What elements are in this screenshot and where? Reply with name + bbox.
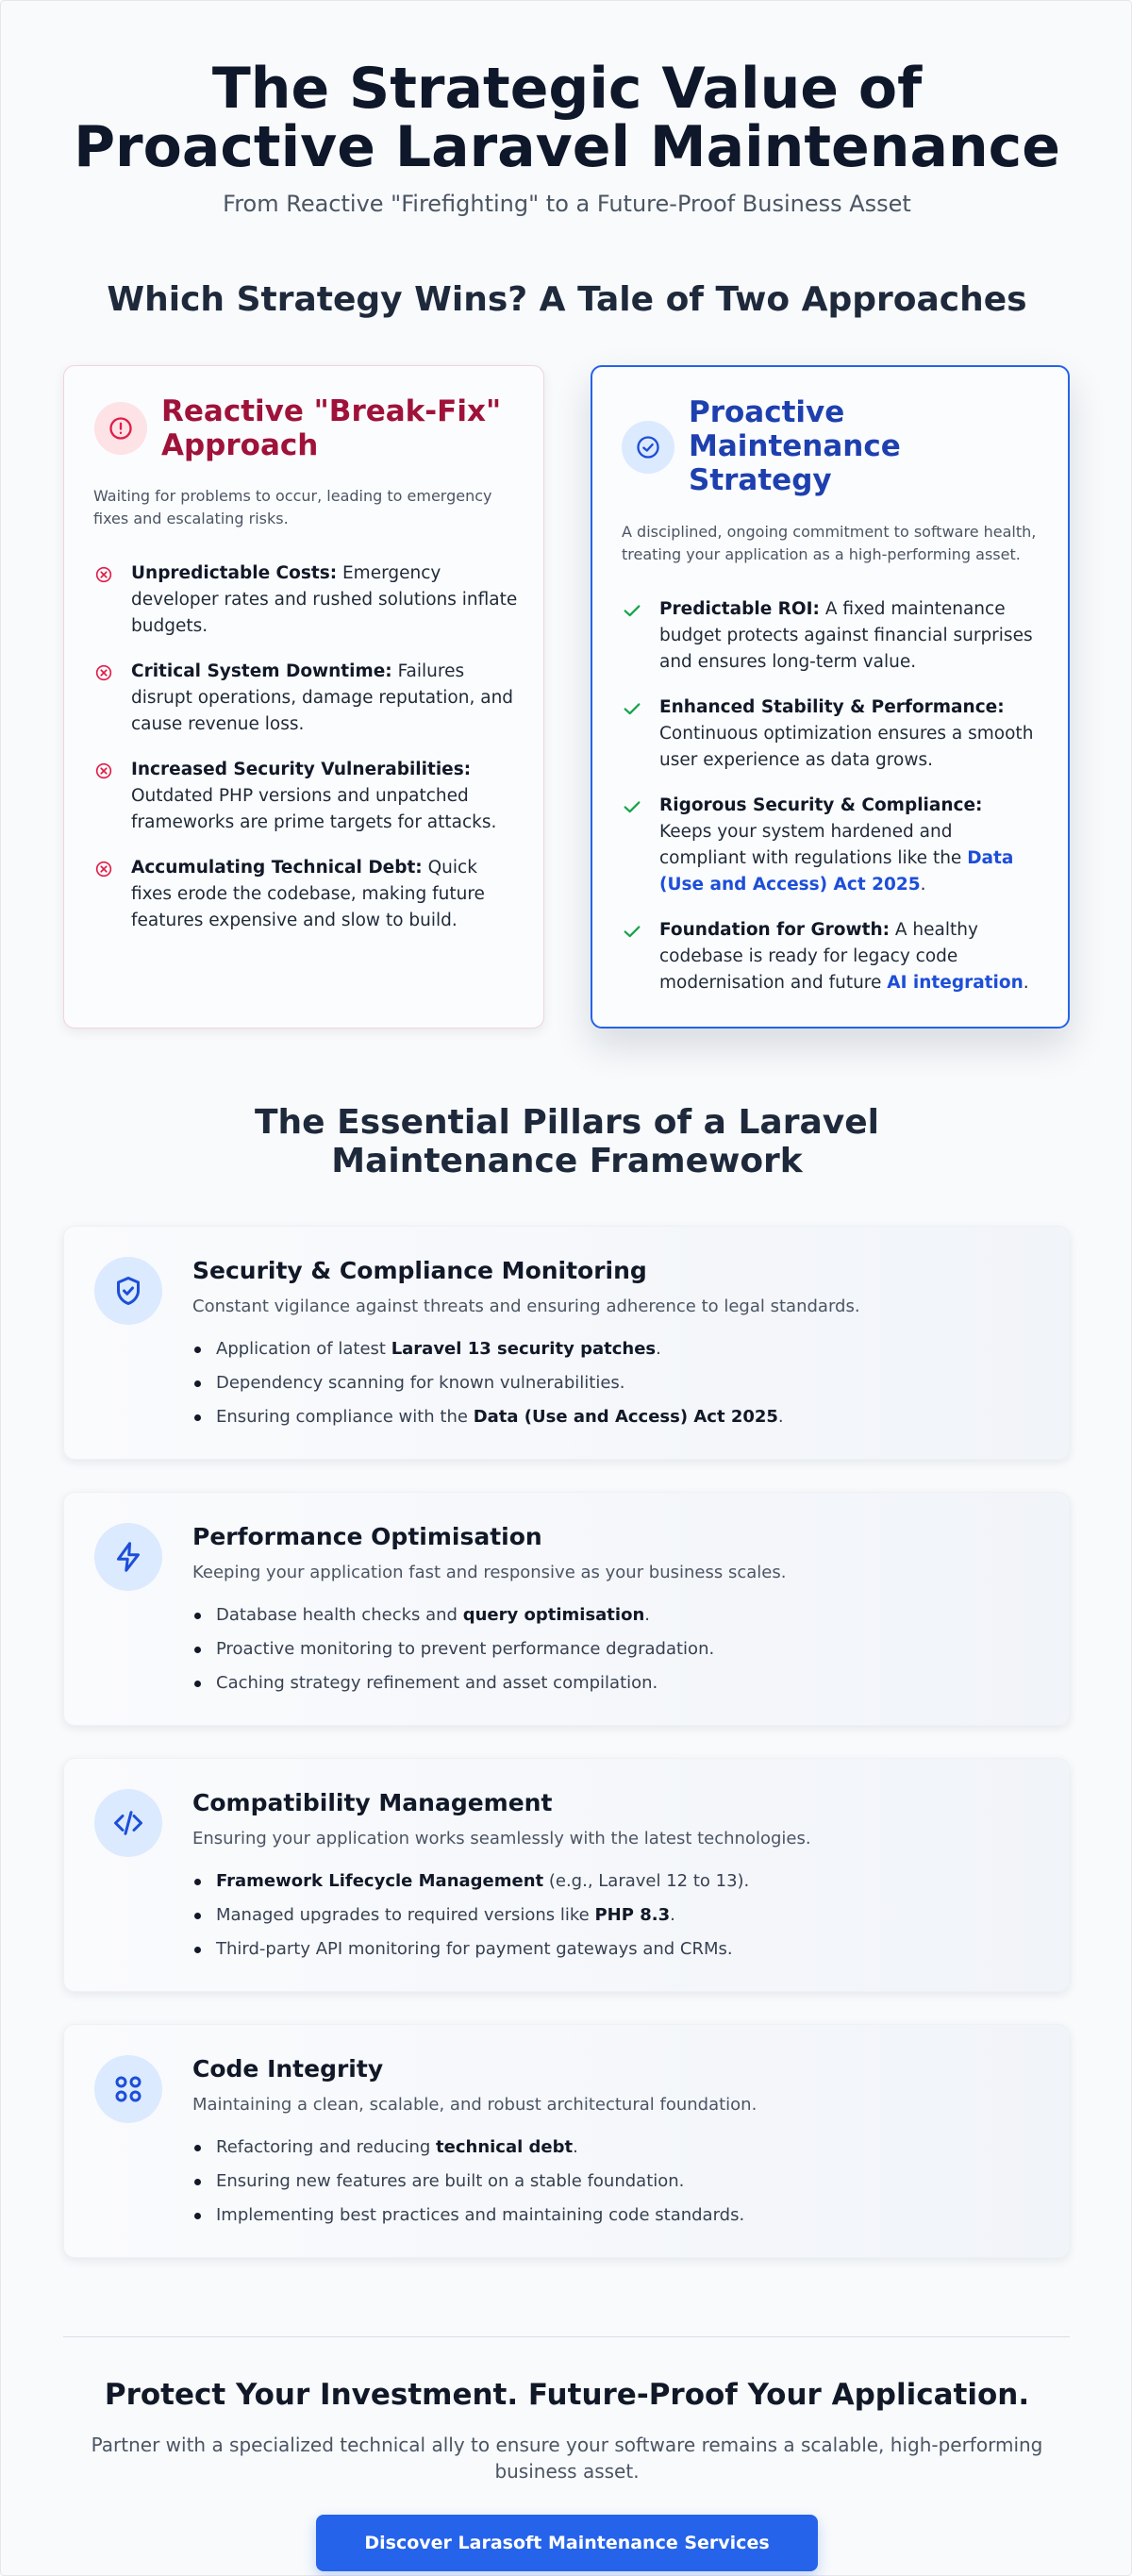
code-brackets-icon bbox=[94, 1789, 162, 1857]
bullet-text-end: . bbox=[644, 1605, 650, 1625]
bullet-text: Proactive monitoring to prevent performance degradation. bbox=[216, 1639, 715, 1659]
bullet-emphasis: Framework Lifecycle Management bbox=[216, 1871, 544, 1891]
benefit-link[interactable]: Data (Use and Access) Act 2025 bbox=[659, 848, 1014, 895]
risk-label: Unpredictable Costs: bbox=[131, 563, 338, 583]
cta-title: Protect Your Investment. Future-Proof Your Application. bbox=[104, 2378, 1030, 2412]
bullet-text-end: . bbox=[656, 1339, 661, 1359]
shield-check-icon bbox=[94, 1257, 162, 1325]
bullet-emphasis: Laravel 13 security patches bbox=[391, 1339, 657, 1359]
comparison-heading: Which Strategy Wins? A Tale of Two Approaches bbox=[107, 280, 1027, 319]
x-circle-icon bbox=[93, 859, 114, 879]
bullet-emphasis: query optimisation bbox=[462, 1605, 645, 1625]
bullet-emphasis: Data (Use and Access) Act 2025 bbox=[473, 1407, 778, 1427]
bullet-text-end: (e.g., Laravel 12 to 13). bbox=[543, 1871, 750, 1891]
pillar-title: Code Integrity bbox=[192, 2055, 384, 2083]
check-circle-icon bbox=[622, 421, 674, 474]
bullet-emphasis: technical debt bbox=[436, 2137, 574, 2157]
bullet-text: Dependency scanning for known vulnerabilities. bbox=[216, 1373, 625, 1393]
pillar-description: Constant vigilance against threats and ensuring adherence to legal standards. bbox=[192, 1296, 860, 1316]
pillar-bullet bbox=[192, 1932, 1041, 1966]
pillar-bullet bbox=[192, 1598, 1041, 1632]
pillar-description: Keeping your application fast and responsive as your business scales. bbox=[192, 1563, 787, 1582]
bullet-text: Application of latest bbox=[216, 1339, 391, 1359]
pillar-card bbox=[63, 1758, 1070, 1992]
alert-circle-icon bbox=[94, 402, 147, 455]
proactive-benefit-item bbox=[622, 596, 1037, 676]
risk-text: Quick fixes erode the codebase, making future features expensive and slow to build. bbox=[131, 858, 485, 930]
proactive-card-title: Proactive Maintenance Strategy bbox=[689, 395, 901, 497]
x-circle-icon bbox=[93, 662, 114, 683]
check-icon bbox=[622, 796, 642, 817]
risk-text: Outdated PHP versions and unpatched frameworks are prime targets for attacks. bbox=[131, 786, 497, 832]
x-circle-icon bbox=[93, 761, 114, 781]
section-divider bbox=[63, 2336, 1070, 2337]
benefit-text: A healthy codebase is ready for legacy code modernisation and future bbox=[659, 920, 978, 993]
discover-services-button[interactable]: Discover Larasoft Maintenance Services bbox=[316, 2515, 818, 2571]
benefit-text: Continuous optimization ensures a smooth user experience as data grows. bbox=[659, 724, 1034, 770]
bullet-text-end: . bbox=[670, 1905, 675, 1925]
reactive-risk-item bbox=[93, 560, 518, 640]
pillar-bullet-list bbox=[192, 1332, 1041, 1434]
risk-label: Critical System Downtime: bbox=[131, 661, 392, 681]
benefit-punctuation: . bbox=[920, 875, 926, 895]
pillar-title: Performance Optimisation bbox=[192, 1523, 542, 1550]
pillar-bullet bbox=[192, 1666, 1041, 1700]
pillar-bullet bbox=[192, 2165, 1041, 2199]
proactive-strategy-card bbox=[591, 365, 1070, 1029]
bullet-text: Implementing best practices and maintaining code standards. bbox=[216, 2205, 745, 2225]
pillar-bullet bbox=[192, 1632, 1041, 1666]
risk-label: Increased Security Vulnerabilities: bbox=[131, 760, 472, 779]
benefit-text: Keeps your system hardened and compliant with regulations like the bbox=[659, 822, 968, 868]
reactive-card-description: Waiting for problems to occur, leading to emergency fixes and escalating risks. bbox=[93, 487, 492, 527]
check-icon bbox=[622, 698, 642, 719]
pillar-bullet bbox=[192, 1865, 1041, 1899]
check-icon bbox=[622, 600, 642, 621]
pillar-bullet bbox=[192, 1400, 1041, 1434]
reactive-approach-card bbox=[63, 365, 544, 1029]
pillar-bullet bbox=[192, 2131, 1041, 2165]
proactive-benefit-item bbox=[622, 917, 1037, 996]
benefit-text: A fixed maintenance budget protects against financial surprises and ensures long-term value. bbox=[659, 599, 1033, 672]
pillar-title: Security & Compliance Monitoring bbox=[192, 1257, 647, 1284]
pillar-bullet bbox=[192, 2199, 1041, 2233]
benefit-label: Predictable ROI: bbox=[659, 599, 820, 619]
reactive-risks-list bbox=[93, 560, 518, 934]
bullet-text: Refactoring and reducing bbox=[216, 2137, 437, 2157]
bullet-text: Caching strategy refinement and asset compilation. bbox=[216, 1673, 658, 1693]
pillars-heading: The Essential Pillars of a Laravel Maintenance Framework bbox=[254, 1103, 879, 1180]
pillar-title: Compatibility Management bbox=[192, 1789, 553, 1816]
bullet-text: Database health checks and bbox=[216, 1605, 463, 1625]
bullet-text: Third-party API monitoring for payment gateways and CRMs. bbox=[216, 1939, 733, 1959]
pillar-bullet-list bbox=[192, 2131, 1041, 2233]
reactive-risk-item bbox=[93, 659, 518, 738]
proactive-card-description: A disciplined, ongoing commitment to software health, treating your application as a high-performing asset. bbox=[622, 523, 1037, 563]
bullet-text: Ensuring compliance with the bbox=[216, 1407, 474, 1427]
reactive-card-title: Reactive "Break-Fix" Approach bbox=[161, 394, 502, 462]
benefit-label: Rigorous Security & Compliance: bbox=[659, 795, 983, 815]
pillar-bullet bbox=[192, 1899, 1041, 1932]
page-subtitle: From Reactive "Firefighting" to a Future-Proof Business Asset bbox=[223, 191, 911, 217]
bullet-text: Ensuring new features are built on a stable foundation. bbox=[216, 2171, 685, 2191]
check-icon bbox=[622, 921, 642, 942]
risk-label: Accumulating Technical Debt: bbox=[131, 858, 423, 878]
pillar-card bbox=[63, 1226, 1070, 1460]
proactive-benefit-item bbox=[622, 793, 1037, 898]
bullet-text-end: . bbox=[573, 2137, 578, 2157]
pillar-bullet-list bbox=[192, 1865, 1041, 1966]
cta-subtitle: Partner with a specialized technical ally to ensure your software remains a scalable, high-performing business asset. bbox=[91, 2434, 1043, 2483]
pillar-card bbox=[63, 2024, 1070, 2258]
bullet-text: Managed upgrades to required versions like bbox=[216, 1905, 595, 1925]
grid-icon bbox=[94, 2055, 162, 2123]
benefit-label: Enhanced Stability & Performance: bbox=[659, 697, 1005, 717]
risk-text: Emergency developer rates and rushed solutions inflate budgets. bbox=[131, 563, 518, 636]
lightning-bolt-icon bbox=[94, 1523, 162, 1591]
bullet-emphasis: PHP 8.3 bbox=[594, 1905, 671, 1925]
proactive-benefits-list bbox=[622, 596, 1037, 996]
pillar-description: Ensuring your application works seamlessly with the latest technologies. bbox=[192, 1829, 811, 1848]
pillar-bullet bbox=[192, 1366, 1041, 1400]
pillar-bullet bbox=[192, 1332, 1041, 1366]
x-circle-icon bbox=[93, 564, 114, 585]
risk-text: Failures disrupt operations, damage reputation, and cause revenue loss. bbox=[131, 661, 514, 734]
reactive-risk-item bbox=[93, 757, 518, 836]
bullet-text-end: . bbox=[777, 1407, 784, 1427]
benefit-punctuation: . bbox=[1023, 973, 1029, 993]
pillar-card bbox=[63, 1492, 1070, 1726]
pillar-description: Maintaining a clean, scalable, and robust architectural foundation. bbox=[192, 2095, 757, 2115]
page-title: The Strategic Value of Proactive Laravel Maintenance bbox=[74, 56, 1060, 180]
pillar-bullet-list bbox=[192, 1598, 1041, 1700]
proactive-benefit-item bbox=[622, 694, 1037, 774]
benefit-label: Foundation for Growth: bbox=[659, 920, 891, 940]
benefit-link[interactable]: AI integration bbox=[887, 973, 1024, 993]
reactive-risk-item bbox=[93, 855, 518, 934]
